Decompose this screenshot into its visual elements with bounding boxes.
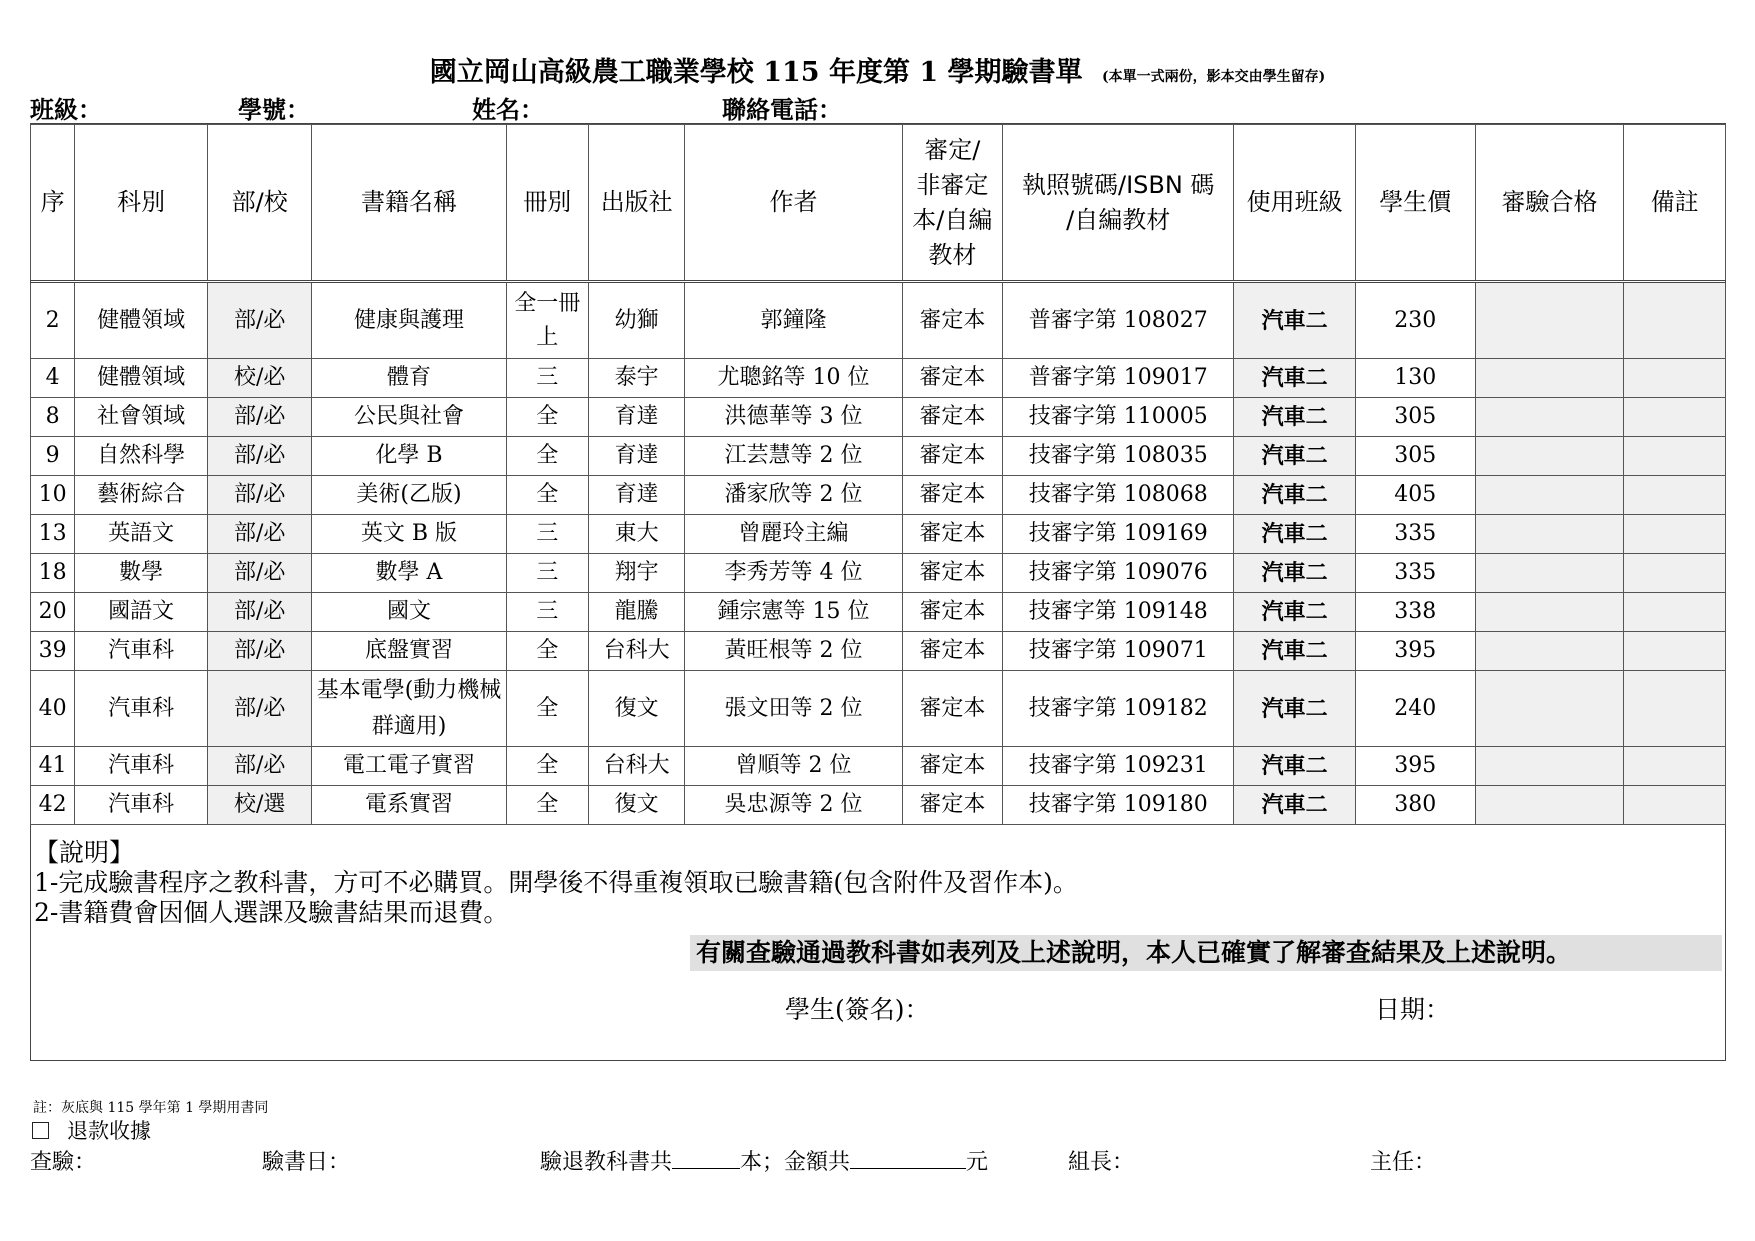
header-publisher: 出版社	[588, 125, 685, 282]
cell-remark[interactable]	[1624, 671, 1726, 747]
table-row	[31, 747, 1726, 786]
cell-approval: 審定本	[902, 282, 1003, 359]
cell-passed[interactable]	[1475, 747, 1624, 786]
cell-volume: 全	[506, 476, 588, 515]
cell-author: 曾麗玲主編	[685, 515, 902, 554]
cell-class: 汽車二	[1234, 632, 1356, 671]
refund-receipt	[32, 1115, 151, 1145]
refund-checkbox[interactable]	[32, 1122, 49, 1139]
cell-publisher: 東大	[588, 515, 685, 554]
cell-passed[interactable]	[1475, 398, 1624, 437]
cell-approval: 審定本	[902, 593, 1003, 632]
header-passed: 審驗合格	[1475, 125, 1624, 282]
cell-no: 41	[31, 747, 75, 786]
cell-publisher: 育達	[588, 398, 685, 437]
cell-subject: 藝術綜合	[75, 476, 208, 515]
table-row	[31, 632, 1726, 671]
cell-type: 部/必	[207, 515, 312, 554]
cell-price: 405	[1355, 476, 1475, 515]
cell-no: 40	[31, 671, 75, 747]
table-row	[31, 671, 1726, 747]
cell-license: 技審字第 109231	[1003, 747, 1234, 786]
header-license: 執照號碼/ISBN 碼 /自編教材	[1003, 125, 1234, 282]
cell-volume: 全	[506, 747, 588, 786]
notes-heading: 【說明】	[34, 838, 135, 867]
inspect-label: 查驗：	[30, 1150, 97, 1175]
cell-type: 部/必	[207, 476, 312, 515]
cell-license: 技審字第 108035	[1003, 437, 1234, 476]
cell-approval: 審定本	[902, 515, 1003, 554]
cell-book: 國文	[312, 593, 506, 632]
cell-approval: 審定本	[902, 786, 1003, 825]
books-count-prefix: 驗退教科書共	[540, 1150, 673, 1175]
cell-type: 部/必	[207, 671, 312, 747]
cell-type: 部/必	[207, 437, 312, 476]
cell-no: 9	[31, 437, 75, 476]
table-row	[31, 593, 1726, 632]
cell-book: 電工電子實習	[312, 747, 506, 786]
cell-license: 技審字第 108068	[1003, 476, 1234, 515]
cell-remark[interactable]	[1624, 359, 1726, 398]
cell-approval: 審定本	[902, 476, 1003, 515]
cell-class: 汽車二	[1234, 359, 1356, 398]
cell-author: 尤聰銘等 10 位	[685, 359, 902, 398]
cell-subject: 英語文	[75, 515, 208, 554]
cell-class: 汽車二	[1234, 515, 1356, 554]
cell-volume: 三	[506, 554, 588, 593]
table-row	[31, 786, 1726, 825]
table-row	[31, 554, 1726, 593]
table-row	[31, 515, 1726, 554]
cell-price: 338	[1355, 593, 1475, 632]
cell-book: 底盤實習	[312, 632, 506, 671]
cell-author: 吳忠源等 2 位	[685, 786, 902, 825]
cell-price: 335	[1355, 515, 1475, 554]
cell-book: 體育	[312, 359, 506, 398]
cell-no: 4	[31, 359, 75, 398]
cell-book: 健康與護理	[312, 282, 506, 359]
cell-volume: 全	[506, 671, 588, 747]
cell-license: 普審字第 108027	[1003, 282, 1234, 359]
cell-class: 汽車二	[1234, 282, 1356, 359]
name-label: 姓名：	[472, 96, 544, 124]
cell-volume: 全	[506, 632, 588, 671]
cell-remark[interactable]	[1624, 515, 1726, 554]
header-no: 序	[31, 125, 75, 282]
cell-no: 10	[31, 476, 75, 515]
cell-approval: 審定本	[902, 632, 1003, 671]
footnote: 註：灰底與 115 學年第 1 學期用書同	[33, 1100, 269, 1116]
cell-remark[interactable]	[1624, 554, 1726, 593]
table-header-row	[31, 125, 1726, 282]
director-label: 主任：	[1370, 1150, 1437, 1175]
cell-subject: 汽車科	[75, 671, 208, 747]
cell-subject: 社會領域	[75, 398, 208, 437]
cell-author: 江芸慧等 2 位	[685, 437, 902, 476]
table-row	[31, 437, 1726, 476]
cell-publisher: 復文	[588, 671, 685, 747]
cell-license: 技審字第 109071	[1003, 632, 1234, 671]
cell-passed[interactable]	[1475, 593, 1624, 632]
cell-passed[interactable]	[1475, 671, 1624, 747]
books-count-mid: 本；金額共	[740, 1150, 851, 1175]
cell-passed[interactable]	[1475, 554, 1624, 593]
cell-license: 技審字第 109148	[1003, 593, 1234, 632]
cell-no: 13	[31, 515, 75, 554]
class-label: 班級：	[30, 96, 102, 124]
cell-volume: 全一冊上	[506, 282, 588, 359]
cell-price: 305	[1355, 437, 1475, 476]
cell-subject: 數學	[75, 554, 208, 593]
student-id-label: 學號：	[238, 96, 310, 124]
cell-volume: 全	[506, 437, 588, 476]
cell-license: 普審字第 109017	[1003, 359, 1234, 398]
cell-approval: 審定本	[902, 554, 1003, 593]
cell-approval: 審定本	[902, 437, 1003, 476]
cell-publisher: 龍騰	[588, 593, 685, 632]
cell-approval: 審定本	[902, 671, 1003, 747]
cell-subject: 健體領域	[75, 282, 208, 359]
cell-remark[interactable]	[1624, 632, 1726, 671]
form-title-main: 國立岡山高級農工職業學校 115 年度第 1 學期驗書單	[429, 57, 1083, 88]
header-class: 使用班級	[1234, 125, 1356, 282]
cell-publisher: 育達	[588, 476, 685, 515]
cell-author: 曾順等 2 位	[685, 747, 902, 786]
cell-class: 汽車二	[1234, 476, 1356, 515]
header-author: 作者	[685, 125, 902, 282]
student-info-row	[30, 90, 1730, 122]
cell-subject: 汽車科	[75, 747, 208, 786]
cell-book: 化學 B	[312, 437, 506, 476]
cell-type: 部/必	[207, 632, 312, 671]
cell-no: 20	[31, 593, 75, 632]
cell-price: 130	[1355, 359, 1475, 398]
cell-book: 基本電學(動力機械群適用)	[312, 671, 506, 747]
cell-price: 395	[1355, 632, 1475, 671]
refund-summary	[540, 1145, 988, 1176]
inspect-date-label: 驗書日：	[262, 1150, 351, 1175]
cell-remark[interactable]	[1624, 282, 1726, 359]
table-row	[31, 398, 1726, 437]
cell-remark[interactable]	[1624, 747, 1726, 786]
cell-author: 鍾宗憲等 15 位	[685, 593, 902, 632]
date-label: 日期：	[1375, 995, 1451, 1024]
cell-subject: 健體領域	[75, 359, 208, 398]
cell-publisher: 台科大	[588, 747, 685, 786]
cell-author: 潘家欣等 2 位	[685, 476, 902, 515]
cell-publisher: 復文	[588, 786, 685, 825]
header-volume: 冊別	[506, 125, 588, 282]
cell-passed[interactable]	[1475, 632, 1624, 671]
table-row	[31, 476, 1726, 515]
cell-type: 校/選	[207, 786, 312, 825]
header-approval: 審定/ 非審定 本/自編 教材	[902, 125, 1003, 282]
cell-passed[interactable]	[1475, 476, 1624, 515]
cell-author: 李秀芳等 4 位	[685, 554, 902, 593]
cell-price: 335	[1355, 554, 1475, 593]
cell-approval: 審定本	[902, 398, 1003, 437]
book-table	[30, 124, 1726, 825]
cell-license: 技審字第 109180	[1003, 786, 1234, 825]
cell-type: 部/必	[207, 593, 312, 632]
cell-publisher: 翔宇	[588, 554, 685, 593]
header-remark: 備註	[1624, 125, 1726, 282]
cell-class: 汽車二	[1234, 786, 1356, 825]
cell-license: 技審字第 110005	[1003, 398, 1234, 437]
cell-author: 黃旺根等 2 位	[685, 632, 902, 671]
phone-label: 聯絡電話：	[722, 96, 842, 124]
amount-blank[interactable]	[850, 1146, 966, 1169]
cell-remark[interactable]	[1624, 476, 1726, 515]
cell-book: 美術(乙版)	[312, 476, 506, 515]
cell-no: 8	[31, 398, 75, 437]
cell-approval: 審定本	[902, 359, 1003, 398]
notes-line-1: 1-完成驗書程序之教科書，方可不必購買。開學後不得重複領取已驗書籍(包含附件及習作本)。	[34, 868, 1078, 897]
cell-passed[interactable]	[1475, 515, 1624, 554]
cell-license: 技審字第 109182	[1003, 671, 1234, 747]
cell-no: 18	[31, 554, 75, 593]
header-type: 部/校	[207, 125, 312, 282]
cell-subject: 汽車科	[75, 786, 208, 825]
header-price: 學生價	[1355, 125, 1475, 282]
cell-type: 校/必	[207, 359, 312, 398]
cell-book: 英文 B 版	[312, 515, 506, 554]
cell-no: 39	[31, 632, 75, 671]
cell-class: 汽車二	[1234, 747, 1356, 786]
cell-author: 洪德華等 3 位	[685, 398, 902, 437]
cell-remark[interactable]	[1624, 398, 1726, 437]
form-title	[0, 50, 1755, 89]
header-book: 書籍名稱	[312, 125, 506, 282]
cell-price: 230	[1355, 282, 1475, 359]
cell-class: 汽車二	[1234, 398, 1356, 437]
cell-remark[interactable]	[1624, 437, 1726, 476]
cell-volume: 三	[506, 359, 588, 398]
cell-author: 張文田等 2 位	[685, 671, 902, 747]
cell-class: 汽車二	[1234, 671, 1356, 747]
notes-line-2: 2-書籍費會因個人選課及驗書結果而退費。	[34, 898, 509, 927]
leader-label: 組長：	[1068, 1150, 1135, 1175]
cell-subject: 汽車科	[75, 632, 208, 671]
cell-class: 汽車二	[1234, 554, 1356, 593]
refund-label: 退款收據	[67, 1119, 151, 1143]
books-count-blank[interactable]	[672, 1146, 740, 1169]
cell-type: 部/必	[207, 282, 312, 359]
cell-type: 部/必	[207, 554, 312, 593]
cell-volume: 全	[506, 398, 588, 437]
table-row	[31, 359, 1726, 398]
cell-type: 部/必	[207, 747, 312, 786]
cell-book: 電系實習	[312, 786, 506, 825]
notes-section	[34, 838, 1724, 928]
amount-suffix: 元	[966, 1150, 989, 1175]
cell-passed[interactable]	[1475, 437, 1624, 476]
cell-volume: 三	[506, 515, 588, 554]
cell-subject: 國語文	[75, 593, 208, 632]
cell-price: 240	[1355, 671, 1475, 747]
cell-passed[interactable]	[1475, 786, 1624, 825]
cell-volume: 全	[506, 786, 588, 825]
cell-remark[interactable]	[1624, 593, 1726, 632]
cell-class: 汽車二	[1234, 437, 1356, 476]
form-title-note: (本單一式兩份，影本交由學生留存)	[1101, 69, 1326, 85]
cell-price: 395	[1355, 747, 1475, 786]
cell-publisher: 育達	[588, 437, 685, 476]
cell-no: 2	[31, 282, 75, 359]
cell-book: 公民與社會	[312, 398, 506, 437]
cell-publisher: 泰宇	[588, 359, 685, 398]
cell-book: 數學 A	[312, 554, 506, 593]
cell-license: 技審字第 109169	[1003, 515, 1234, 554]
cell-license: 技審字第 109076	[1003, 554, 1234, 593]
cell-subject: 自然科學	[75, 437, 208, 476]
student-signature-label: 學生(簽名)：	[785, 995, 930, 1024]
cell-class: 汽車二	[1234, 593, 1356, 632]
cell-price: 305	[1355, 398, 1475, 437]
cell-approval: 審定本	[902, 747, 1003, 786]
cell-passed[interactable]	[1475, 359, 1624, 398]
cell-type: 部/必	[207, 398, 312, 437]
cell-remark[interactable]	[1624, 786, 1726, 825]
cell-author: 郭鐘隆	[685, 282, 902, 359]
cell-publisher: 幼獅	[588, 282, 685, 359]
confirmation-statement: 有關查驗通過教科書如表列及上述說明，本人已確實了解審查結果及上述說明。	[690, 935, 1722, 971]
cell-price: 380	[1355, 786, 1475, 825]
cell-publisher: 台科大	[588, 632, 685, 671]
cell-passed[interactable]	[1475, 282, 1624, 359]
header-subject: 科別	[75, 125, 208, 282]
cell-no: 42	[31, 786, 75, 825]
table-row	[31, 282, 1726, 359]
cell-volume: 三	[506, 593, 588, 632]
